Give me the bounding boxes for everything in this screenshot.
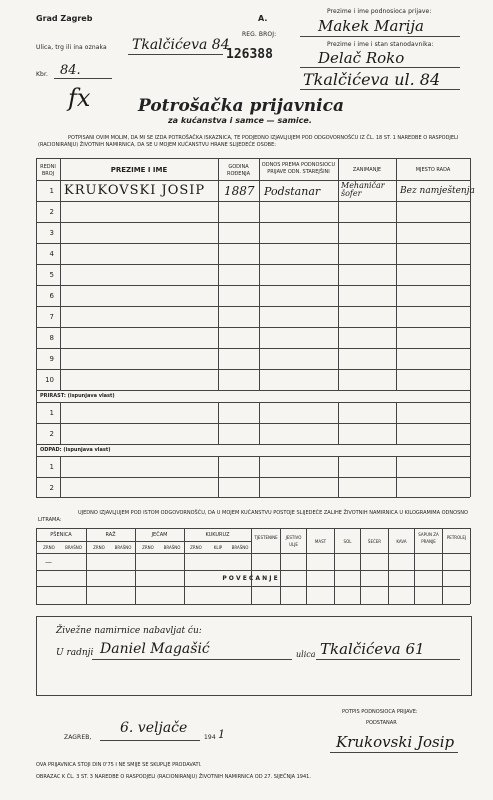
form-subtitle: za kućanstva i samce — samice. (168, 116, 312, 125)
sub-brasno: BRAŠNO (163, 545, 181, 550)
row-number: 10 (45, 376, 54, 384)
kbr-underline (54, 78, 112, 79)
person-year: 1887 (224, 184, 255, 198)
group-kukuruz: KUKURUZ (205, 532, 230, 538)
odpad-number: 1 (49, 463, 54, 471)
odpad-number: 2 (49, 484, 54, 492)
row-number: 5 (49, 271, 54, 279)
sub-zrno: ZRNO (43, 545, 55, 550)
shop-label: U radnji (56, 648, 94, 658)
sub-brasno: BRAŠNO (114, 545, 132, 550)
reg-label: REG. BROJ: (242, 31, 277, 38)
year-prefix: 194 (204, 734, 216, 741)
street-label: Ulica, trg ili ina oznaka (36, 44, 107, 51)
shop-underline (92, 659, 292, 660)
header-job: ZANIMANJE (352, 167, 382, 173)
intro-text: POTPISANI OVIM MOLIM, DA MI SE IZDA POTROŠAČKA ISKAZNICA, TE PODJEDNO IZJAVLJUJEM POD ODGOVORNOŠĆU IZ ČL. 18 ST. 1 NAREDBE O RASPODJELI (RACIONIRANJU) ŽIVOTNIH NAMIRNICA, DA SE U MOJEM KUĆANSTVU HRANE SLIJEDEĆE OSOBE: (38, 135, 459, 148)
sign-sublabel: PODSTANAR (366, 720, 397, 726)
povecanje-label: P O V E Ć A N J E (222, 575, 278, 582)
row-number: 8 (49, 334, 54, 342)
submitter-label: Prezime i ime podnosioca prijave: (327, 8, 432, 15)
landlord-address: Tkalčićeva ul. 84 (303, 70, 441, 89)
kbr-value: 84. (60, 63, 81, 78)
signature: Krukovski Josip (336, 733, 455, 751)
header-relation: ODNOS PREMA PODNOSIOCU PRIJAVE ODN. STAREJŠINI (261, 162, 336, 175)
header-redni-broj: REDNI BROJ (40, 164, 56, 177)
person-work: Bez namještenja (400, 186, 475, 196)
col-ulje: JESTIVO ULJE (285, 535, 302, 547)
street-value: Tkalčićeva 84 (132, 37, 230, 53)
street-underline (128, 54, 223, 55)
supply-label: Živežne namirnice nabavljat ću: (56, 626, 202, 636)
row-number: 3 (49, 229, 54, 237)
person-job: Mehaničar šofer (341, 181, 385, 198)
note-form: OBRAZAC K ČL. 3 ST. 3 NAREDBE O RASPODJELI (RACIONIRANJU) ŽIVOTNIH NAMIRNICA OD 27. SIJEČNJA 1941. (36, 774, 311, 780)
row-number: 1 (49, 187, 54, 195)
signature-underline (330, 752, 458, 753)
landlord-value: Delač Roko (318, 49, 405, 67)
header-name: PREZIME I IME (110, 166, 168, 174)
col-petrolej: PETROLEJ (446, 535, 467, 540)
row-number: 2 (49, 208, 54, 216)
submitter-underline (300, 36, 460, 37)
person-relation: Podstanar (264, 185, 321, 198)
sub-zrno: ZRNO (142, 545, 154, 550)
header-year: GODINA ROĐENJA (227, 164, 250, 177)
col-secer: ŠEĆER (367, 539, 382, 544)
group-raz: RAŽ (105, 532, 116, 538)
sub-brasno: BRAŠNO (231, 545, 249, 550)
place-label: ZAGREB, (64, 734, 92, 741)
year-suffix: 1 (218, 728, 225, 741)
submitter-value: Makek Marija (318, 17, 424, 35)
group-psenica: PŠENICA (50, 532, 72, 538)
form-letter: A. (258, 14, 268, 23)
col-sol: SOL (343, 539, 352, 544)
supplies-row (45, 558, 54, 566)
handwritten-mark: fx (68, 84, 91, 112)
sign-label: POTPIS PODNOSIOCA PRIJAVE: (342, 709, 418, 715)
col-sapun: SAPUN ZA PRANJE (418, 532, 439, 544)
header-work: MJESTO RADA (415, 167, 451, 173)
landlord-underline (300, 67, 460, 68)
reg-number: 126388 (226, 47, 273, 62)
date-value: 6. veljače (120, 720, 188, 736)
col-tjestenine: TJESTENINE (254, 535, 278, 540)
row-number: 4 (49, 250, 54, 258)
row-number: 7 (49, 313, 54, 321)
sub-zrno: ZRNO (190, 545, 202, 550)
odpad-label: ODPAD: (ispunjava vlast) (40, 447, 111, 453)
street-label: ulica (296, 650, 316, 659)
prirast-label: PRIRAST: (ispunjava vlast) (40, 393, 115, 399)
kbr-label: Kbr. (36, 71, 48, 78)
intro2-text: UJEDNO IZJAVLJUJEM POD ISTOM ODGOVORNOŠĆU, DA U MOJEM KUĆANSTVU POSTOJE SLIJEDEĆE ZALIHE ŽIVOTNIH NAMIRNICA U KILOGRAMIMA ODNOSNO LITRAMA: (38, 510, 468, 523)
landlord-label: Prezime i ime i stan stanodavnika: (327, 41, 434, 48)
sub-brasno: BRAŠNO (65, 545, 82, 550)
shop-street: Tkalčićeva 61 (320, 640, 425, 658)
form-title: Potrošačka prijavnica (138, 96, 344, 116)
date-underline (100, 740, 200, 741)
col-mast: MAST (314, 539, 327, 544)
note-price: OVA PRIJAVNICA STOJI DIN 0'75 I NE SMIJE SE SKUPLJE PRODAVATI. (36, 762, 202, 768)
shop-value: Daniel Magašić (100, 641, 210, 657)
row-number: 6 (49, 292, 54, 300)
dash: — (45, 558, 54, 566)
col-kava: KAVA (396, 539, 407, 544)
city-label: Grad Zagreb (36, 14, 93, 23)
row-number: 9 (49, 355, 54, 363)
sub-zrno: ZRNO (93, 545, 105, 550)
landlord-addr-underline (300, 89, 460, 90)
person-name: KRUKOVSKI JOSIP (64, 183, 206, 198)
sub-klip: KLIP (213, 545, 223, 550)
shop-street-underline (316, 659, 460, 660)
prirast-number: 2 (49, 430, 54, 438)
group-jecam: JEČAM (151, 532, 168, 538)
prirast-number: 1 (49, 409, 54, 417)
